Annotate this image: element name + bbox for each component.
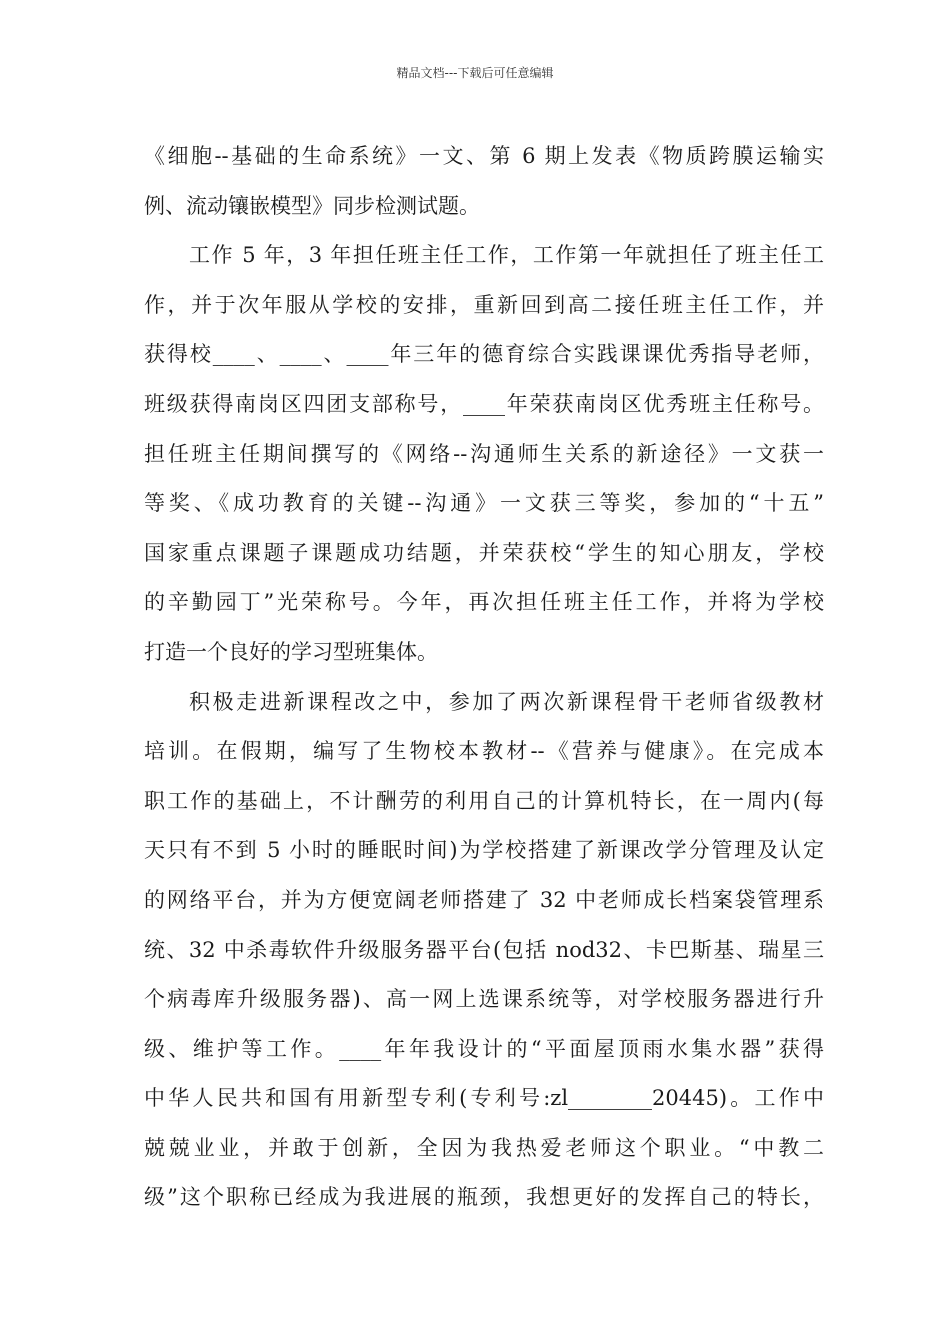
page-header: 精品文档---下载后可任意编辑: [396, 66, 554, 80]
text-line: 职工作的基础上，不计酬劳的利用自己的计算机特长，在一周内(每: [144, 788, 824, 813]
text-line: 班级获得南岗区四团支部称号，____年荣获南岗区优秀班主任称号。: [144, 391, 824, 416]
paragraph: [144, 678, 824, 1224]
text-line: 工作 5 年，3 年担任班主任工作，工作第一年就担任了班主任工: [189, 243, 824, 268]
text-line: 中华人民共和国有用新型专利(专利号:zl________20445)。工作中: [144, 1086, 824, 1111]
text-line: 打造一个良好的学习型班集体。: [144, 639, 438, 664]
text-line: 统、32 中杀毒软件升级服务器平台(包括 nod32、卡巴斯基、瑞星三: [144, 937, 824, 962]
document-body: [144, 132, 824, 1223]
text-line: 天只有不到 5 小时的睡眠时间)为学校搭建了新课改学分管理及认定: [144, 838, 824, 863]
text-line: 《细胞--基础的生命系统》一文、第 6 期上发表《物质跨膜运输实: [144, 144, 824, 168]
text-line: 个病毒库升级服务器)、高一网上选课系统等，对学校服务器进行升: [144, 987, 824, 1012]
text-line: 积极走进新课程改之中，参加了两次新课程骨干老师省级教材: [189, 689, 824, 714]
text-line: 的网络平台，并为方便宽阔老师搭建了 32 中老师成长档案袋管理系: [144, 887, 824, 912]
text-line: 级、维护等工作。____年年我设计的“平面屋顶雨水集水器”获得: [144, 1036, 824, 1061]
text-line: 例、流动镶嵌模型》同步检测试题。: [144, 193, 480, 218]
paragraph: [144, 132, 824, 231]
text-line: 级”这个职称已经成为我进展的瓶颈，我想更好的发挥自己的特长，: [144, 1185, 824, 1210]
paragraph: [144, 231, 824, 677]
text-line: 国家重点课题子课题成功结题，并荣获校“学生的知心朋友，学校: [144, 540, 824, 565]
text-line: 作，并于次年服从学校的安排，重新回到高二接任班主任工作，并: [144, 292, 824, 317]
text-line: 担任班主任期间撰写的《网络--沟通师生关系的新途径》一文获一: [144, 441, 824, 466]
text-line: 的辛勤园丁”光荣称号。今年，再次担任班主任工作，并将为学校: [144, 590, 824, 615]
text-line: 兢兢业业，并敢于创新，全因为我热爱老师这个职业。“中教二: [144, 1135, 824, 1160]
text-line: 培训。在假期，编写了生物校本教材--《营养与健康》。在完成本: [144, 739, 824, 764]
text-line: 获得校____、____、____年三年的德育综合实践课课优秀指导老师，: [144, 342, 824, 367]
text-line: 等奖、《成功教育的关键--沟通》一文获三等奖，参加的“十五”: [144, 491, 824, 516]
